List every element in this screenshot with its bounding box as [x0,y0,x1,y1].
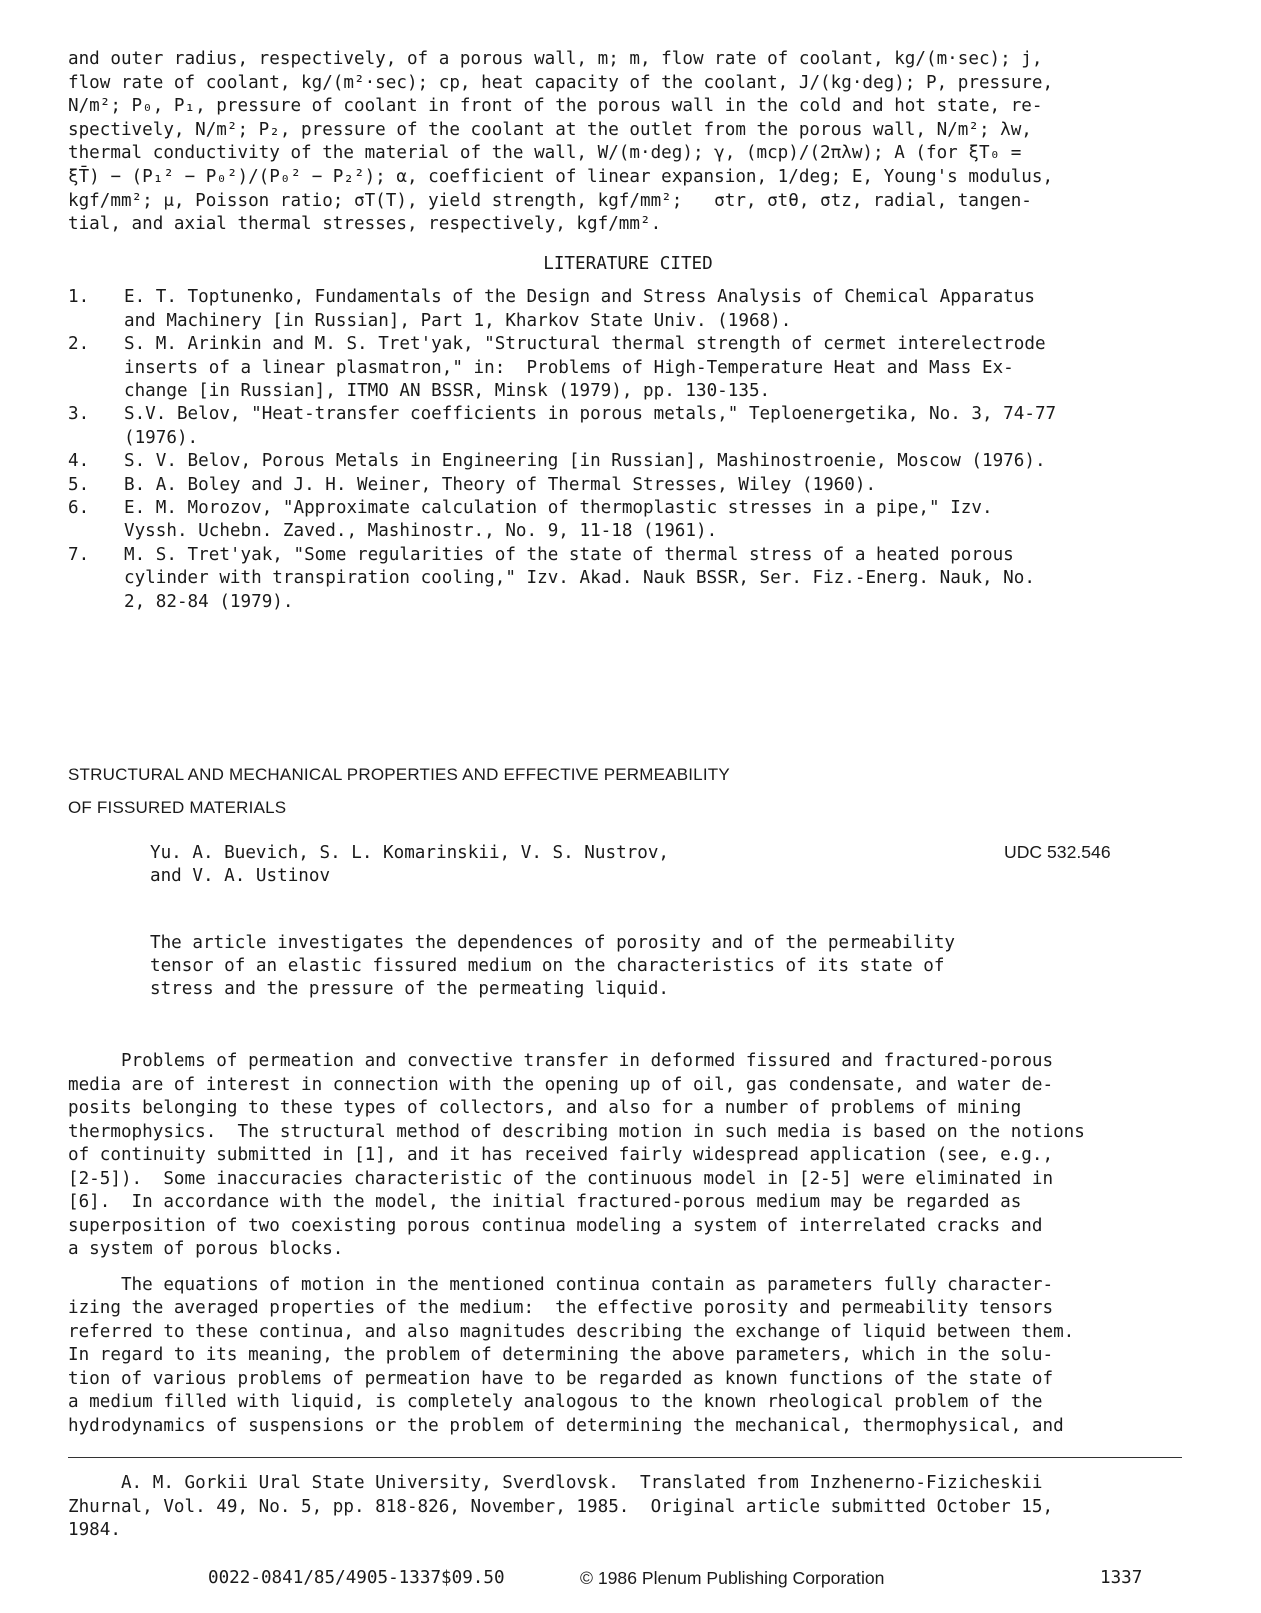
footnote-divider [68,1457,1182,1458]
article-abstract: The article investigates the dependences of porosity and of the permeability tensor of an elastic fissured medium on the characteristics of its state of stress and the pressure of the permeating liquid. [150,933,956,999]
footnote: A. M. Gorkii Ural State University, Sverdlovsk. Translated from Inzhenerno-Fizicheskii Zhurnal, Vol. 49, No. 5, pp. 818-826, November, 1985. Original article submitted October 15, 1984. [68,1473,1054,1540]
body-paragraph: Problems of permeation and convective transfer in deformed fissured and fractured-porous media are of interest in connection with the opening up of oil, gas condensate, and water de- posits belonging to these types of collectors, and also for a number of problems of mining thermophysics. The structural method of describing motion in such media is based on the notions of continuity submitted in [1], and it has received fairly widespread application (see, e.g., [2-5]). Some inaccuracies characteristic of the continuous model in [2-5] were eliminated in [6]. In accordance with the model, the initial fractured-porous medium may be regarded as superposition of two coexisting porous continua modeling a system of interrelated cracks and a system of porous blocks. [68,1051,1085,1259]
reference-item [68,544,1188,614]
reference-number: 3. [68,404,90,425]
reference-number: 4. [68,451,90,472]
reference-text: M. S. Tret'yak, "Some regularities of the state of thermal stress of a heated porous cylinder with transpiration cooling," Izv. Akad. Nauk BSSR, Ser. Fiz.-Energ. Nauk, No. 2, 82-84 (1979). [124,544,1035,612]
reference-item [68,333,1188,403]
reference-number: 2. [68,334,90,355]
reference-text: S.V. Belov, "Heat-transfer coefficients in porous metals," Teploenergetika, No. 3, 74-77 (1976). [124,404,1057,448]
reference-item [68,403,1188,450]
reference-text: E. M. Morozov, "Approximate calculation of thermoplastic stresses in a pipe," Izv. Vyssh. Uchebn. Zaved., Mashinostr., No. 9, 11-18 (1961). [124,498,993,542]
reference-text: S. M. Arinkin and M. S. Tret'yak, "Structural thermal strength of cermet interelectrode inserts of a linear plasmatron," in: Problems of High-Temperature Heat and Mass Ex- change [in Russian], ITMO AN BSSR, Minsk (1979), pp. 130-135. [124,334,1046,401]
article-body [68,1050,1198,1450]
udc-code: UDC 532.546 [1004,842,1111,862]
reference-text: B. A. Boley and J. H. Weiner, Theory of Thermal Stresses, Wiley (1960). [124,474,877,495]
page-top-section [68,48,1188,614]
article-authors: Yu. A. Buevich, S. L. Komarinskii, V. S. Nustrov, and V. A. Ustinov [150,843,670,886]
page-number: 1337 [1100,1568,1143,1588]
reference-item [68,474,1188,497]
reference-item [68,286,1188,333]
reference-number: 6. [68,498,90,518]
reference-item [68,497,1188,544]
article-title: STRUCTURAL AND MECHANICAL PROPERTIES AND EFFECTIVE PERMEABILITY OF FISSURED MATERIALS [68,765,730,817]
article-code: 0022-0841/85/4905-1337$09.50 [208,1568,505,1588]
reference-number: 7. [68,544,90,565]
nomenclature-paragraph: and outer radius, respectively, of a porous wall, m; m, flow rate of coolant, kg/(m·sec); j, flow rate of coolant, kg/(m²·sec); cp, heat capacity of the coolant, J/(kg·deg); P, pressure, N/m²; P₀, P₁, pressure of coolant in front of the porous wall in the cold and hot state, re- spectively, N/m²; P₂, pressure of the coolant at the outlet from the porous wall, N/m²; λw, thermal conductivity of the material of the wall, W/(m·deg); γ, (mcp)/(2πλw); A (for ξT₀ = ξT̄) − (P₁² − P₀²)/(P₀² − P₂²); α, coefficient of linear expansion, 1/deg; E, Young's modulus, kgf/mm²; μ, Poisson ratio; σT(T), yield strength, kgf/mm²; σtr, σtθ, σtz, radial, tangen- tial, and axial thermal stresses, respectively, kgf/mm². [68,49,1054,235]
reference-list [68,286,1188,614]
body-paragraph: The equations of motion in the mentioned continua contain as parameters fully character- izing the averaged properties of the medium: the effective porosity and permeability tensors referred to these continua, and also magnitudes describing the exchange of liquid between them. In regard to its meaning, the problem of determining the above parameters, which in the solu- tion of various problems of permeation have to be regarded as known functions of the state of a medium filled with liquid, is completely analogous to the known rheological problem of the hydrodynamics of suspensions or the problem of determining the mechanical, thermophysical, and [68,1274,1075,1436]
reference-number: 5. [68,474,90,495]
reference-text: S. V. Belov, Porous Metals in Engineering [in Russian], Mashinostroenie, Moscow (1976). [124,451,1046,472]
copyright-notice: © 1986 Plenum Publishing Corporation [580,1568,885,1588]
literature-heading: LITERATURE CITED [543,253,713,274]
reference-number: 1. [68,287,90,308]
reference-item [68,450,1188,473]
reference-text: E. T. Toptunenko, Fundamentals of the Design and Stress Analysis of Chemical Apparatus and Machinery [in Russian], Part 1, Kharkov State Univ. (1968). [124,287,1035,331]
